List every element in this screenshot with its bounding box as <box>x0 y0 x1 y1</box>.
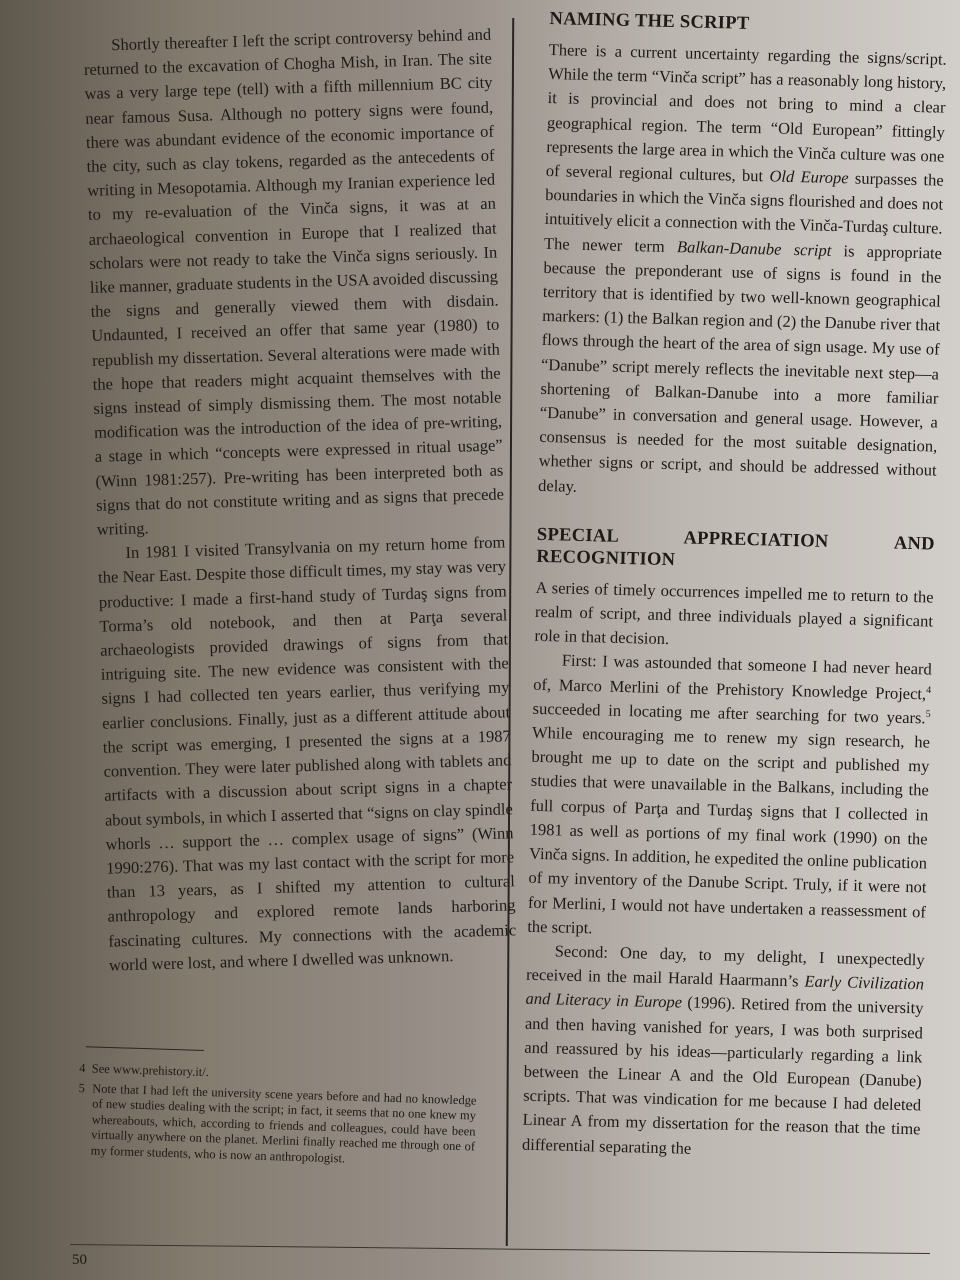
footnote-number: 4 <box>79 1061 86 1076</box>
footnotes <box>74 1046 477 1175</box>
footnote-text: See www.prehistory.it/. <box>91 1061 210 1080</box>
paragraph-first <box>527 648 932 948</box>
page-number: 50 <box>72 1252 87 1268</box>
footnote-ref[interactable]: 5 <box>925 708 931 720</box>
italic-title: Early Civilization and Literacy in Europe <box>525 971 925 1012</box>
right-column <box>522 0 948 1166</box>
text-run: is appropriate because the preponderant use of signs is found in the territory that is identified by two well-known geographical markers: (1) the Balkan region and (2) the Danube river that flows through the heart of the area of sign usage. My use of “Danube” script merely reflects the inevitable next step—a shortening of Balkan-Danube into a more familiar “Danube” in conversation and general usage. However, a consensus is needed for the most suitable designation, whether signs or script, and should be addressed without delay. <box>537 240 943 496</box>
footnote-ref[interactable]: 4 <box>926 684 932 696</box>
text-run: (1996). Retired from the university and then having vanished for years, I was both surprised and reassured by his ideas—particularly regarding a link between the Linear A and the Old European (Danube) scripts. That was vindication for me because I had deleted Linear A from my dissertation for the reason that the time differential separating the <box>521 992 924 1158</box>
left-column <box>82 0 517 978</box>
text-run: succeeded in locating me after searching for two years. <box>532 698 926 728</box>
text-run: Second: One day, to my delight, I unexpectedly received in the mail Harald Haarmann’s <box>525 941 925 991</box>
footnote-rule <box>86 1046 204 1051</box>
paragraph-appreciation-intro: A series of timely occurrences impelled me to return to the realm of script, and three individuals played a significant role in that decision. <box>534 577 934 649</box>
bottom-rule <box>70 1244 930 1254</box>
paragraph-left-2: In 1981 I visited Transylvania on my return home from the Near East. Despite those difficult times, my stay was very productive: I made a first-hand study of Turdaş signs from Torma’s old notebook, and then at Parţa several archaeologists provided drawings of signs from that intriguing site. The new evidence was consistent with the signs I had collected ten years earlier, thus verifying my earlier conclusions. Finally, just as a different attitude about the script was emerging, I presented the signs at a 1987 convention. They were later published along with tablets and artifacts with a discussion about script signs in a chapter about symbols, in which I asserted that “signs on clay spindle whorls … support the … complex usage of signs” (Winn 1990:276). That was my last contact with the script for more than 13 years, as I shifted my attention to cultural anthropology and explored remote lands harboring fascinating cultures. My connections with the academic world were lost, and where I dwelled was unknown. <box>97 532 517 975</box>
text-run: While encouraging me to renew my sign research, he brought me up to date on the script and published my studies that were unavailable in the Balkans, including the full corpus of Parţa and Turdaş signs that I collected in 1981 as well as portions of my final work (1990) on the Vinča signs. In addition, he expedited the online publication of my inventory of the Danube Script. Truly, if it were not for Merlini, I would not have undertaken a reassessment of the script. <box>527 722 931 938</box>
footnote-number: 5 <box>78 1080 86 1095</box>
italic-term: Balkan-Danube script <box>676 236 832 260</box>
paragraph-naming <box>538 38 947 507</box>
footnote-text: Note that I had left the university scene years before and had no knowledge of new studies dealing with the script; in fact, it seems that no one knew my whereabouts, which, according to friends and colleagues, could have been virtually anywhere on the planet. Merlini finally reached me through one of my former students, who is now an anthropologist. <box>90 1080 477 1165</box>
section-heading-naming: NAMING THE SCRIPT <box>549 8 750 34</box>
italic-term: Old Europe <box>769 166 849 188</box>
text-run: First: I was astounded that someone I had never heard of, Marco Merlini of the Prehistory Knowledge Project, <box>533 650 932 704</box>
section-heading-appreciation: SPECIAL APPRECIATION AND RECOGNITION <box>536 524 936 571</box>
footnote-5 <box>74 1080 476 1170</box>
paragraph-left-1: Shortly thereafter I left the script controversy behind and returned to the excavation of Chogha Mish, in Iran. The site was a very large tepe (tell) with a fifth millennium BC city near famous Susa. Although no pottery signs were found, there was abundant evidence of the economic importance of the city, such as clay tokens, regarded as the antecedents of writing in Mesopotamia. Although my Iranian experience led to my re-evaluation of the Vinča signs, it was at an archaeological convention in Europe that I realized that scholars were not ready to take the Vinča signs seriously. In like manner, graduate students in the USA avoided discussing the signs and generally viewed them with disdain. Undaunted, I received an offer that same year (1980) to republish my dissertation. Several alterations were made with the hope that readers might acquaint themselves with the signs instead of simply dismissing them. The most notable modification was the introduction of the idea of pre-writing, a stage in which “concepts were expressed in ritual usage” (Winn 1981:257). Pre-writing has been interpreted both as signs that do not constitute writing and as signs that precede writing. <box>83 24 505 539</box>
text-run: surpasses the boundaries in which the Vinča signs flourished and does not intuitively elicit a connection with the Vinča-Turdaş culture. The newer term <box>543 168 944 256</box>
paragraph-second <box>522 939 925 1166</box>
text-run: There is a current uncertainty regarding the signs/script. While the term “Vinča script” has a reasonably long history, it is provincial and does not bring to mind a clear geographical region. The term “Old European” fittingly represents the large area in which the Vinča culture was one of several regional cultures, but <box>545 39 947 186</box>
